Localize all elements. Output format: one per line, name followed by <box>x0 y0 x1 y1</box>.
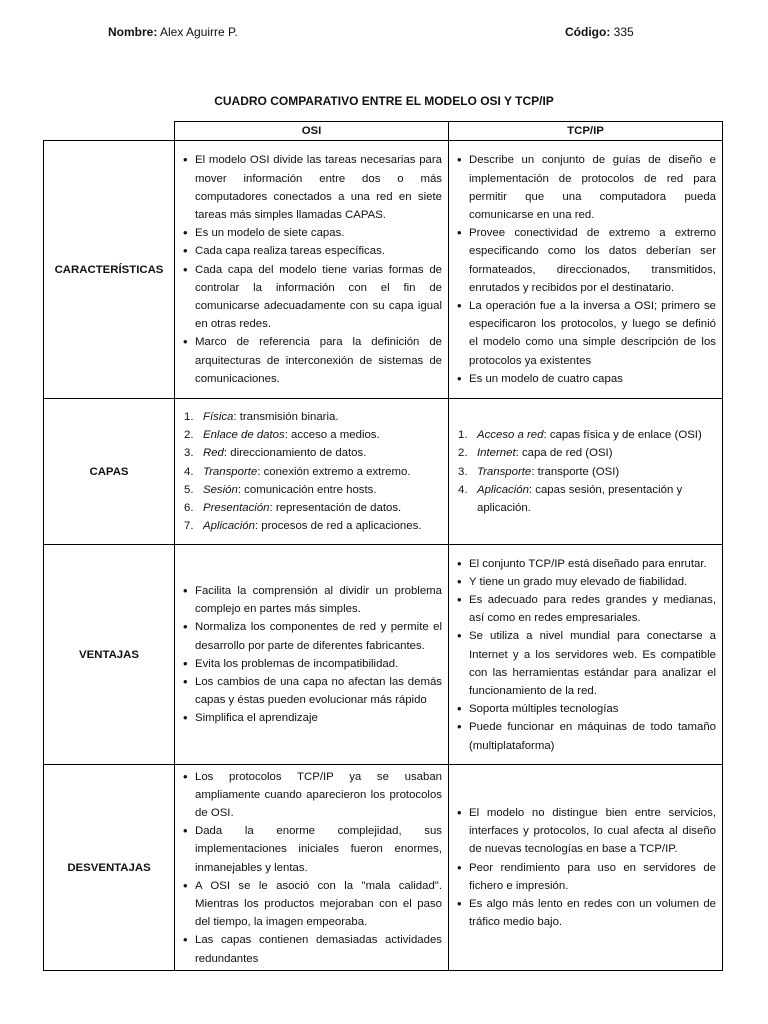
row-desventajas <box>44 765 723 971</box>
layer-name: Aplicación <box>203 520 255 533</box>
cell-osi-capas <box>175 399 449 545</box>
cell-tcpip-ventajas <box>449 545 723 765</box>
list-item <box>181 499 442 517</box>
cell-osi-ventajas <box>175 545 449 765</box>
list-item <box>181 444 442 462</box>
list-item: • El conjunto TCP/IP está diseñado para enrutar. <box>455 555 716 573</box>
row-caracteristicas <box>44 141 723 399</box>
list-item: • La operación fue a la inversa a OSI; primero se especificaron los protocolos, y luego se definió el modelo como una simple descripción de los protocolos ya existentes <box>455 297 716 370</box>
list-item: • Soporta múltiples tecnologías <box>455 700 716 718</box>
list-item: • Puede funcionar en máquinas de todo tamaño (multiplataforma) <box>455 718 716 754</box>
list-item <box>455 426 716 444</box>
layer-number: 3. <box>458 465 468 478</box>
list-item <box>181 481 442 499</box>
cell-tcpip-caracteristicas <box>449 141 723 399</box>
table-header-row <box>44 122 723 141</box>
layer-desc: : direccionamiento de datos. <box>223 447 367 460</box>
layer-desc: : comunicación entre hosts. <box>237 483 377 496</box>
document-header <box>0 25 768 45</box>
layer-number: 4. <box>458 483 468 496</box>
layer-desc: : transporte (OSI) <box>531 465 620 478</box>
list-osi-desventajas <box>181 768 442 968</box>
layer-desc: : representación de datos. <box>269 502 402 514</box>
row-label-capas: CAPAS <box>44 399 175 545</box>
list-item: • Marco de referencia para la definición de arquitecturas de interconexión de sistemas de comunicaciones. <box>181 333 442 388</box>
code-value: 335 <box>613 25 634 39</box>
list-osi-ventajas <box>181 582 442 728</box>
comparison-table <box>43 121 723 971</box>
name-value: Alex Aguirre P. <box>160 25 238 39</box>
list-item <box>181 463 442 481</box>
name-label: Nombre: <box>108 25 158 39</box>
list-item <box>181 426 442 444</box>
layer-name: Física <box>203 410 234 423</box>
list-item: • Es adecuado para redes grandes y medianas, así como en redes empresariales. <box>455 591 716 627</box>
list-item: • Dada la enorme complejidad, sus implementaciones iniciales fueron enormes, inmanejables y lentas. <box>181 822 442 877</box>
list-item: • Es un modelo de siete capas. <box>181 224 442 242</box>
list-item: • Es algo más lento en redes con un volumen de tráfico medio bajo. <box>455 895 716 931</box>
row-label-ventajas: VENTAJAS <box>44 545 175 765</box>
list-item: • Se utiliza a nivel mundial para conectarse a Internet y a los servidores web. Es compatible con las herramientas estándar para analizar el funcionamiento de la red. <box>455 627 716 700</box>
row-label-caracteristicas: CARACTERÍSTICAS <box>44 141 175 399</box>
list-item: • A OSI se le asoció con la "mala calidad". Mientras los productos mejoraban con el paso del tiempo, la imagen empeoraba. <box>181 877 442 932</box>
layer-desc: : capas física y de enlace (OSI) <box>543 429 702 442</box>
layer-name: Internet <box>477 447 516 460</box>
header-corner <box>44 122 175 141</box>
layer-name: Transporte <box>203 465 258 478</box>
layer-number: 7. <box>184 520 194 533</box>
layer-number: 2. <box>184 429 194 442</box>
list-item: • Cada capa del modelo tiene varias formas de controlar la información con el fin de comunicarse adecuadamente con su capa igual en otras redes. <box>181 261 442 334</box>
list-item: • Las capas contienen demasiadas actividades redundantes <box>181 931 442 967</box>
list-item <box>181 408 442 426</box>
layer-number: 1. <box>184 410 194 423</box>
column-header-osi: OSI <box>175 122 449 141</box>
list-item <box>455 444 716 462</box>
layer-number: 5. <box>184 483 194 496</box>
list-osi-caracteristicas <box>181 151 442 388</box>
layer-desc: : capa de red (OSI) <box>515 447 613 460</box>
list-item: • Es un modelo de cuatro capas <box>455 370 716 388</box>
list-item: • Simplifica el aprendizaje <box>181 709 442 727</box>
row-capas <box>44 399 723 545</box>
list-item: • Provee conectividad de extremo a extremo especificando como los datos deberían ser formateados, direccionados, transmitidos, enrutados y recibidos por el destinatario. <box>455 224 716 297</box>
layer-number: 6. <box>184 502 194 514</box>
layer-number: 3. <box>184 447 194 460</box>
layer-desc: : capas sesión, presentación y aplicación. <box>477 483 683 514</box>
column-header-tcpip: TCP/IP <box>449 122 723 141</box>
list-item: • Normaliza los componentes de red y permite el desarrollo por parte de diferentes fabricantes. <box>181 618 442 654</box>
cell-osi-desventajas <box>175 765 449 971</box>
document-title: CUADRO COMPARATIVO ENTRE EL MODELO OSI Y TCP/IP <box>214 94 554 108</box>
layer-desc: : procesos de red a aplicaciones. <box>254 520 422 533</box>
layer-desc: : conexión extremo a extremo. <box>257 465 411 478</box>
list-item: • Cada capa realiza tareas específicas. <box>181 242 442 260</box>
list-item <box>455 463 716 481</box>
list-item: • Evita los problemas de incompatibilidad. <box>181 655 442 673</box>
layer-desc: : acceso a medios. <box>284 429 380 442</box>
list-item <box>181 517 442 535</box>
list-tcpip-ventajas <box>455 555 716 755</box>
cell-tcpip-desventajas <box>449 765 723 971</box>
row-label-desventajas: DESVENTAJAS <box>44 765 175 971</box>
student-name <box>108 25 238 39</box>
list-item <box>455 481 716 517</box>
layer-name: Sesión <box>203 483 238 496</box>
list-item: • El modelo no distingue bien entre servicios, interfaces y protocolos, lo cual afecta al diseño de nuevas tecnologías en base a TCP/IP. <box>455 804 716 859</box>
list-item: • Y tiene un grado muy elevado de fiabilidad. <box>455 573 716 591</box>
layer-name: Transporte <box>477 465 532 478</box>
list-item: • Los cambios de una capa no afectan las demás capas y éstas pueden evolucionar más rápido <box>181 673 442 709</box>
list-item: • Describe un conjunto de guías de diseño e implementación de protocolos de red para permitir que una computadora pueda comunicarse en una red. <box>455 151 716 224</box>
list-item: • Los protocolos TCP/IP ya se usaban ampliamente cuando aparecieron los protocolos de OSI. <box>181 768 442 823</box>
layer-name: Aplicación <box>477 483 529 496</box>
layer-name: Enlace de datos <box>203 429 285 442</box>
layer-number: 4. <box>184 465 194 478</box>
layer-number: 2. <box>458 447 468 460</box>
row-ventajas <box>44 545 723 765</box>
cell-osi-caracteristicas <box>175 141 449 399</box>
layer-number: 1. <box>458 429 468 442</box>
list-osi-capas <box>181 408 442 535</box>
list-item: • Peor rendimiento para uso en servidores de fichero e impresión. <box>455 859 716 895</box>
list-tcpip-caracteristicas <box>455 151 716 388</box>
student-code <box>565 25 634 39</box>
list-item: • Facilita la comprensión al dividir un problema complejo en partes más simples. <box>181 582 442 618</box>
list-item: • El modelo OSI divide las tareas necesarias para mover información entre dos o más computadores conectados a una red en siete tareas más simples llamadas CAPAS. <box>181 151 442 224</box>
layer-name: Presentación <box>203 502 270 514</box>
list-tcpip-capas <box>455 426 716 517</box>
list-tcpip-desventajas <box>455 804 716 931</box>
code-label: Código: <box>565 25 611 39</box>
layer-name: Red <box>203 447 224 460</box>
cell-tcpip-capas <box>449 399 723 545</box>
layer-name: Acceso a red <box>477 429 544 442</box>
layer-desc: : transmisión binaria. <box>233 410 339 423</box>
